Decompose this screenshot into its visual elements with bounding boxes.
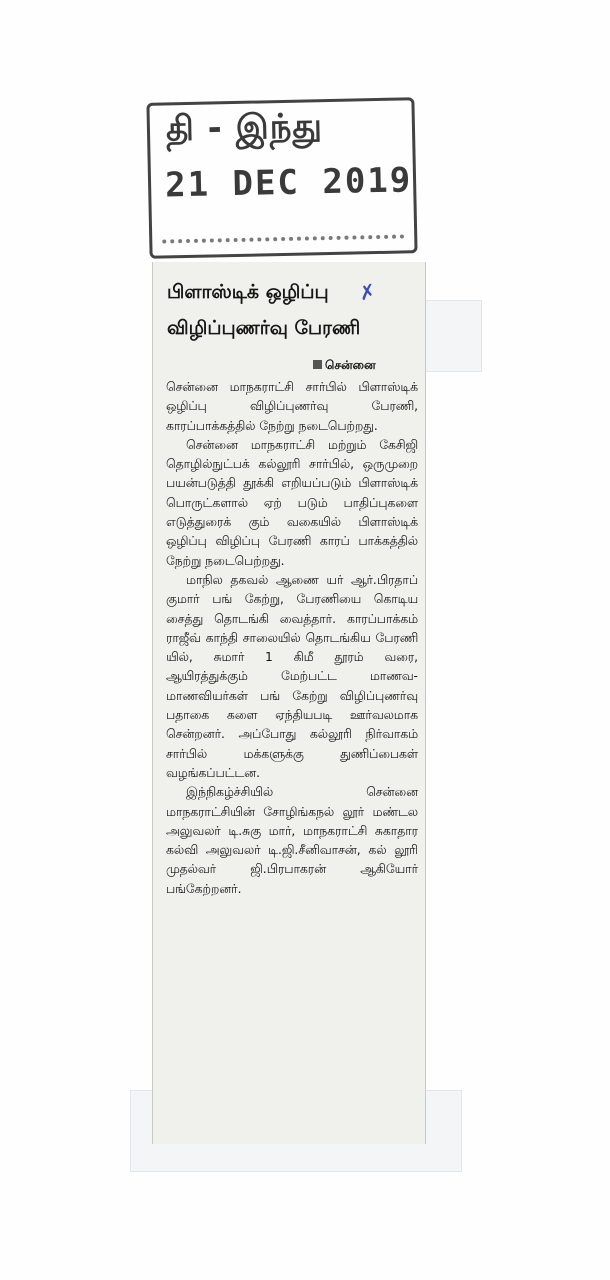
article-paragraph: சென்னை மாநகராட்சி சார்பில் பிளாஸ்டிக் ஒழிப்பு விழிப்புணர்வு பேரணி, காரப்பாக்கத்தில் நேற்று நடைபெற்றது. (166, 380, 418, 433)
square-bullet-icon (313, 360, 322, 369)
stamp-newspaper-name: தி - இந்து (165, 106, 324, 150)
news-clipping (152, 262, 426, 1144)
headline-line-1: பிளாஸ்டிக் ஒழிப்பு (167, 281, 329, 303)
article-body (166, 378, 418, 899)
article-paragraph: இந்நிகழ்ச்சியில் சென்னை மாநகராட்சியின் சோழிங்கநல் லூர் மண்டல அலுவலர் டி.சுகு மார், மாநகராட்சி சுகாதார கல்வி அலுவலர் டி.ஜி.சீனிவாசன், கல் லூரி முதல்வர் ஜி.பிரபாகரன் ஆகியோர் பங்கேற்றனர். (166, 785, 418, 896)
stamp-date: 21 DEC 2019 (164, 160, 413, 206)
dateline-text: சென்னை (325, 358, 376, 372)
handwritten-mark-icon: ✗ (356, 278, 379, 306)
date-stamp (146, 97, 417, 259)
article-headline (167, 274, 417, 346)
headline-line-2: விழிப்புணர்வு பேரணி (167, 317, 361, 339)
tape-mark (420, 300, 482, 372)
article-paragraph: மாநில தகவல் ஆணை யர் ஆர்.பிரதாப் குமார் பங் கேற்று, பேரணியை கொடிய சைத்து தொடங்கி வைத்தார். காரப்பாக்கம் ராஜீவ் காந்தி சாலையில் தொடங்கிய பேரணி யில், சுமார் 1 கிமீ தூரம் வரை, ஆயிரத்துக்கும் மேற்பட்ட மாணவ-மாணவியர்கள் பங் கேற்று விழிப்புணர்வு பதாகை களை ஏந்தியபடி ஊர்வலமாக சென்றனர். அப்போது கல்லூரி நிர்வாகம் சார்பில் மக்களுக்கு துணிப்பைகள் வழங்கப்பட்டன. (166, 572, 418, 780)
article-dateline (313, 358, 376, 374)
article-paragraph: சென்னை மாநகராட்சி மற்றும் கேசிஜி தொழில்நுட்பக் கல்லூரி சார்பில், ஒருமுறை பயன்படுத்தி தூக்கி எறியப்படும் பிளாஸ்டிக் பொருட்களால் ஏற் படும் பாதிப்புகளை எடுத்துரைக் கும் வகையில் பிளாஸ்டிக் ஒழிப்பு விழிப்பு பேரணி காரப் பாக்கத்தில் நேற்று நடைபெற்றது. (166, 437, 418, 568)
stamp-footer-line (162, 220, 404, 243)
